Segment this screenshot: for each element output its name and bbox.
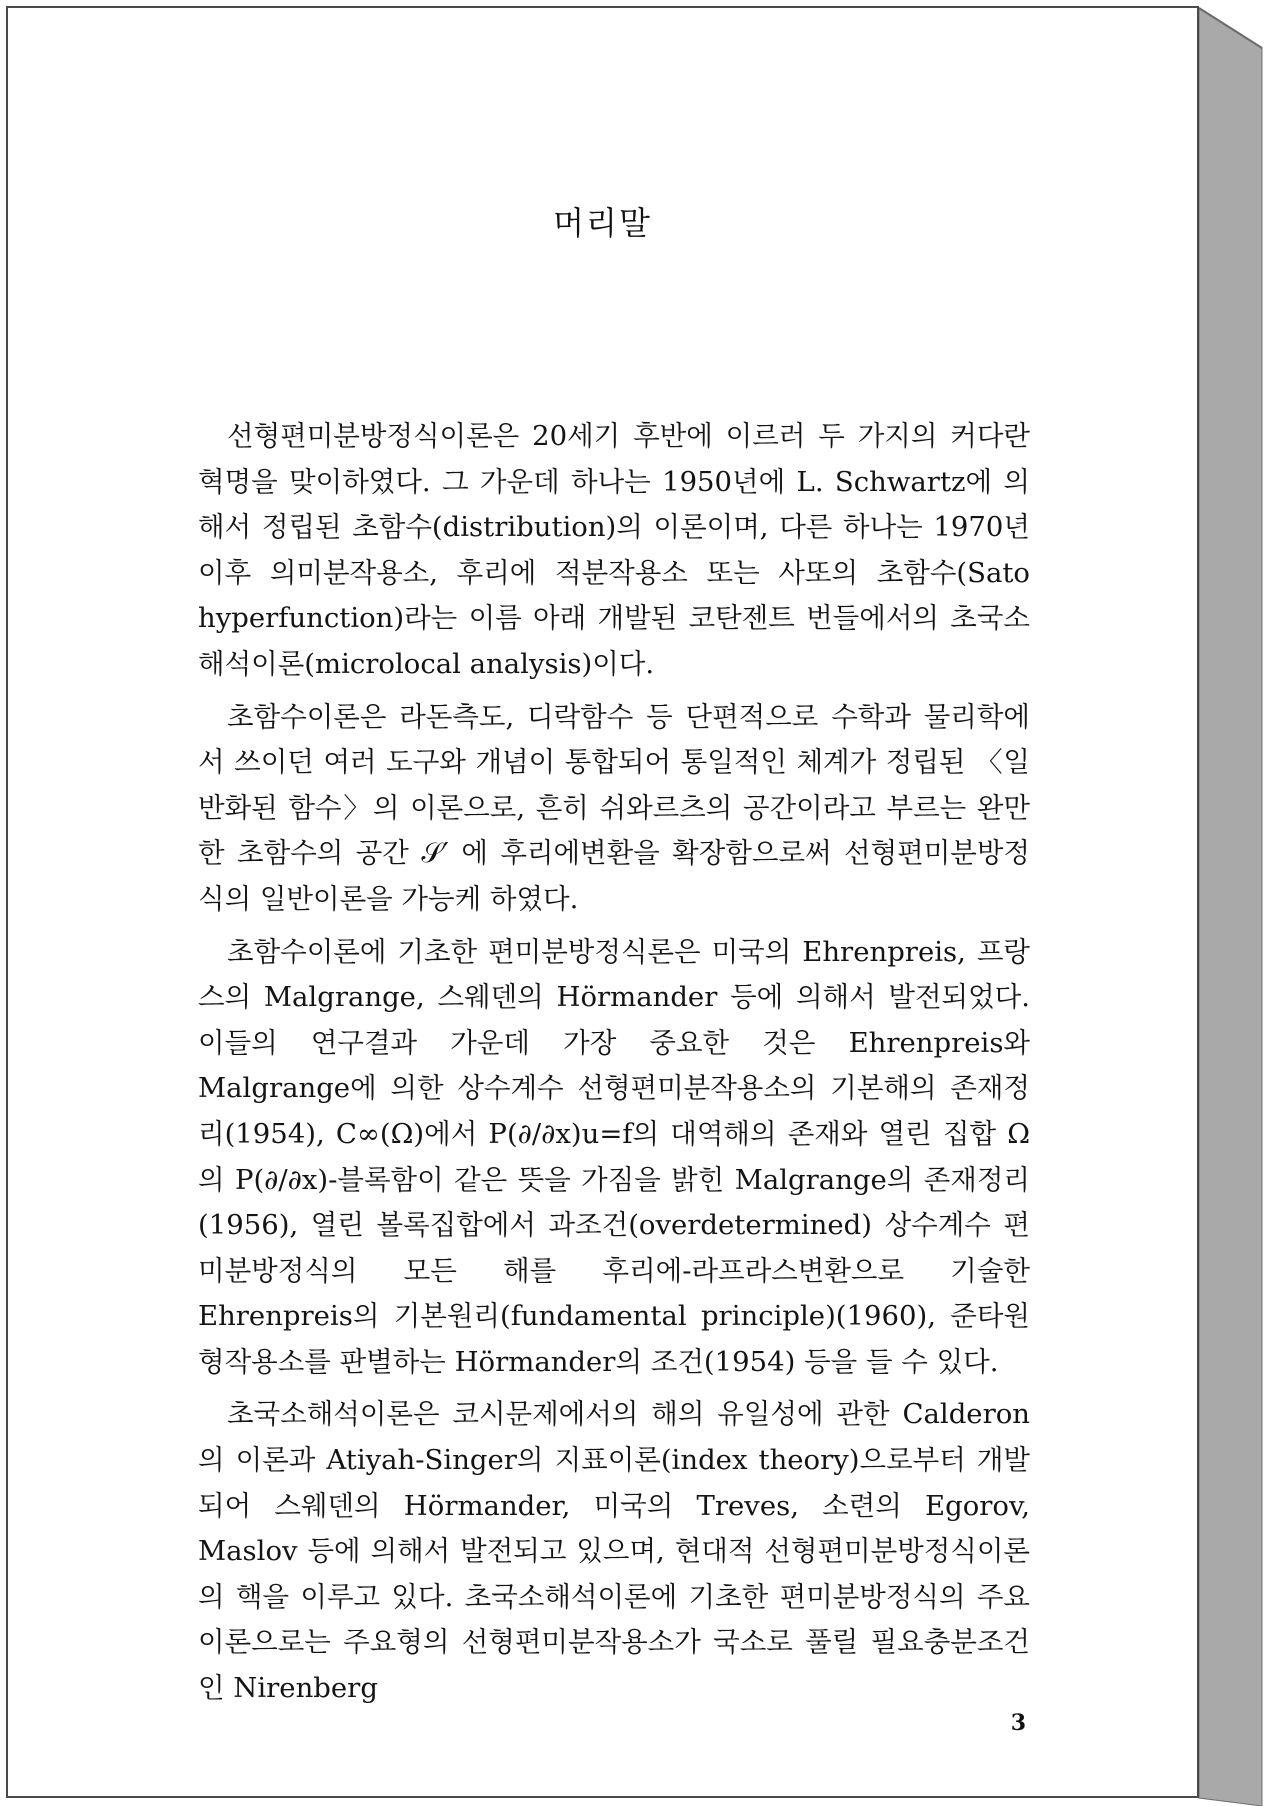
body-text bbox=[198, 414, 1039, 1719]
page-title: 머리말 bbox=[553, 204, 652, 242]
document-page bbox=[6, 6, 1199, 1798]
page-number: 3 bbox=[1010, 1710, 1026, 1736]
paragraph-3: 초함수이론에 기초한 편미분방정식론은 미국의 Ehrenpreis, 프랑스의 Malgrange, 스웨덴의 Hörmander 등에 의해서 발전되었다. 이들의 연구결과 가운데 가장 중요한 것은 Ehrenpreis와 Malgrange에 의한 상수계수 선형편미분작용소의 기본해의 존재정리(1954), C∞(Ω)에서 P(∂/∂x)u=f의 대역해의 존재와 열린 집합 Ω의 P(∂/∂x)-블록함이 같은 뜻을 가짐을 밝힌 Malgrange의 존재정리(1956), 열린 볼록집합에서 과조건(overdetermined) 상수계수 편미분방정식의 모든 해를 후리에-라프라스변환으로 기술한 Ehrenpreis의 기본원리(fundamental principle)(1960), 준타원형작용소를 판별하는 Hörmander의 조건(1954) 등을 들 수 있다. bbox=[198, 935, 1039, 1378]
paragraph-4: 초국소해석이론은 코시문제에서의 해의 유일성에 관한 Calderon의 이론과 Atiyah-Singer의 지표이론(index theory)으로부터 개발되어 스웨덴의 Hörmander, 미국의 Treves, 소련의 Egorov, Maslov 등에 의해서 발전되고 있으며, 현대적 선형편미분방정식이론의 핵을 이루고 있다. 초국소해석이론에 기초한 편미분방정식의 주요 이론으로는 주요형의 선형편미분작용소가 국소로 풀릴 필요충분조건인 Nirenberg bbox=[198, 1398, 1039, 1705]
book-side-edge bbox=[1199, 8, 1262, 1806]
paragraph-2: 초함수이론은 라돈측도, 디락함수 등 단편적으로 수학과 물리학에서 쓰이던 여러 도구와 개념이 통합되어 통일적인 체계가 정립된 〈일반화된 함수〉의 이론으로, 흔히 쉬와르츠의 공간이라고 부르는 완만한 초함수의 공간 𝒮′ 에 후리에변환을 확장함으로써 선형편미분방정식의 일반이론을 가능케 하였다. bbox=[198, 700, 1030, 915]
paragraph-1: 선형편미분방정식이론은 20세기 후반에 이르러 두 가지의 커다란 혁명을 맞이하였다. 그 가운데 하나는 1950년에 L. Schwartz에 의해서 정립된 초함수(distribution)의 이론이며, 다른 하나는 1970년 이후 의미분작용소, 후리에 적분작용소 또는 사또의 초함수(Sato hyperfunction)라는 이름 아래 개발된 코탄젠트 번들에서의 초국소해석이론(microlocal analysis)이다. bbox=[198, 420, 1039, 680]
